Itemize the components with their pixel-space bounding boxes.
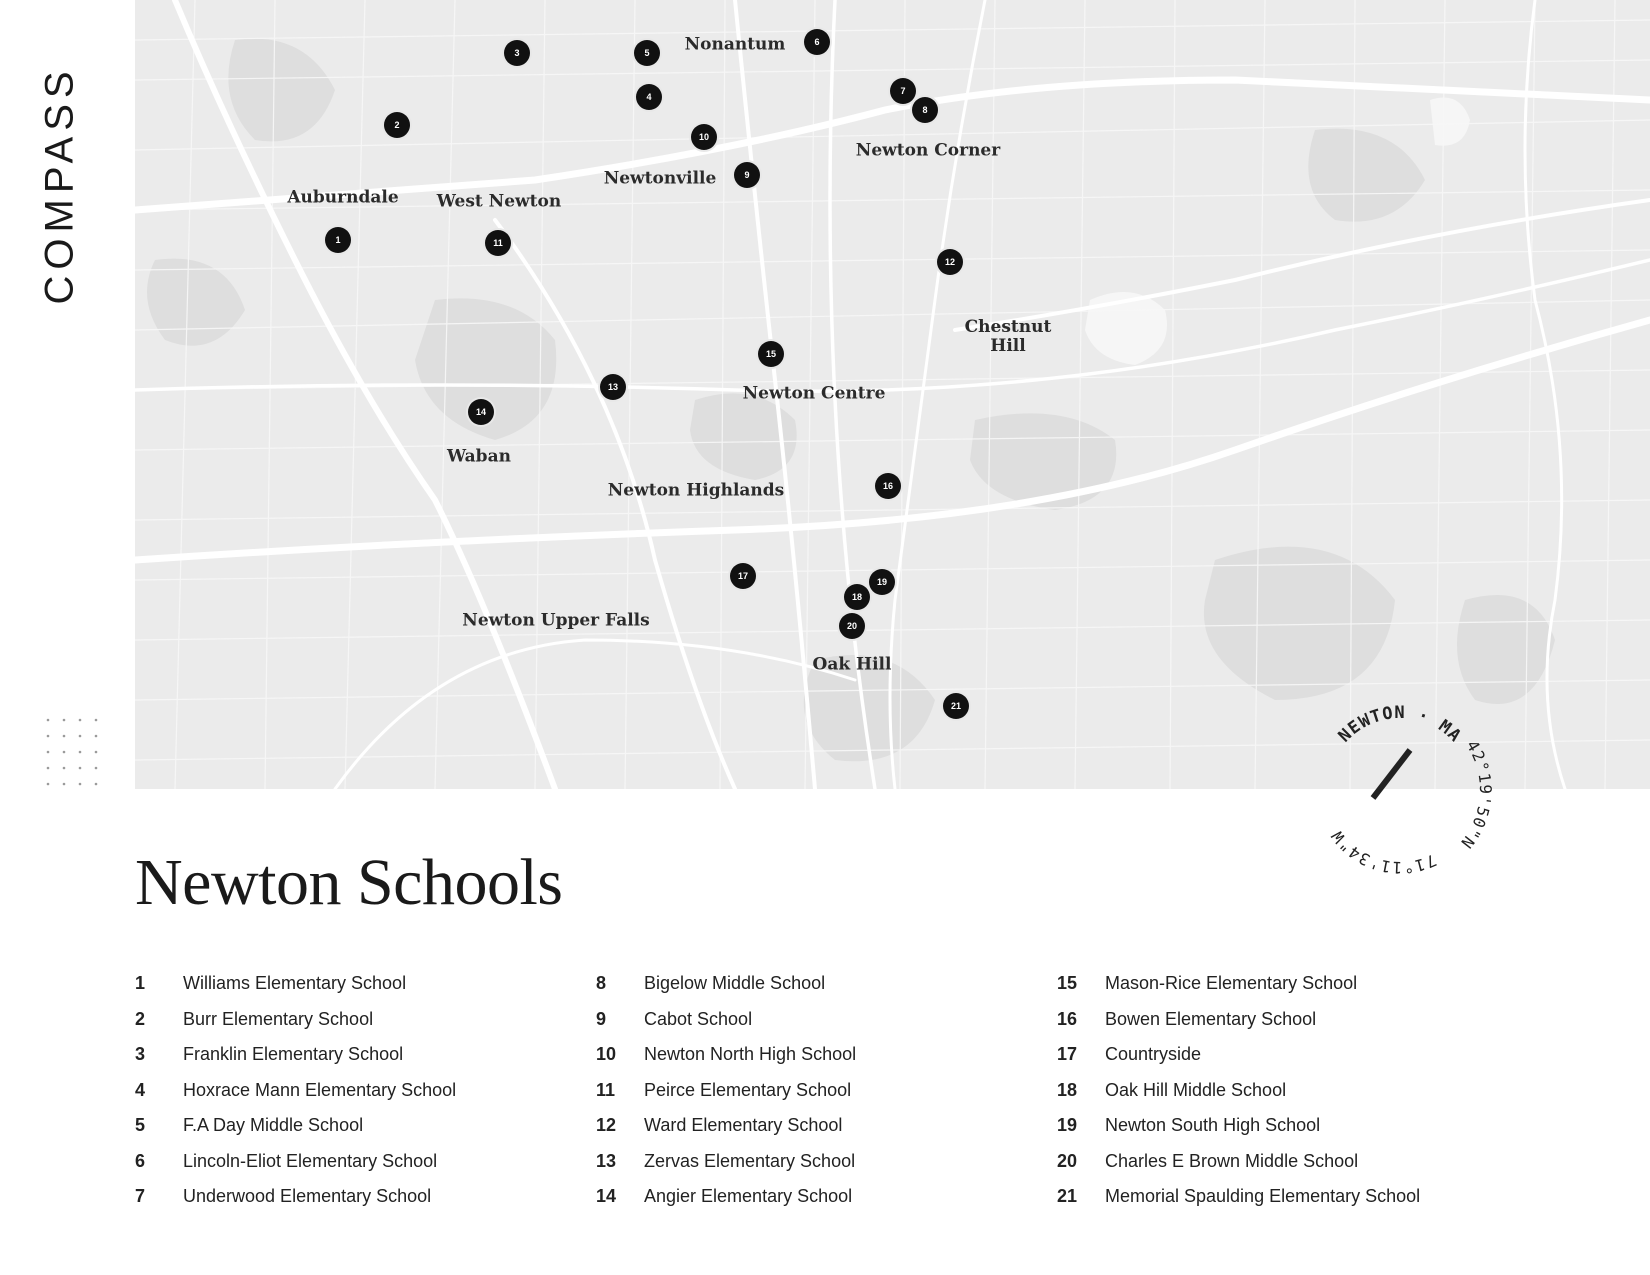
seal-longitude: 71°11'34"W [1327,826,1440,878]
school-pin-11[interactable]: 11 [485,230,511,256]
legend-column-2 [596,966,856,1215]
school-pin-9[interactable]: 9 [734,162,760,188]
school-pin-3[interactable]: 3 [504,40,530,66]
legend-number: 20 [1057,1150,1078,1171]
legend-number: 21 [1057,1186,1078,1207]
legend-school-name: Oak Hill Middle School [1105,1079,1287,1100]
legend-item [135,1108,456,1144]
place-label-newton-corner: Newton Corner [855,140,1001,161]
school-pin-7[interactable]: 7 [890,78,916,104]
legend-school-name: Charles E Brown Middle School [1105,1150,1359,1171]
legend-school-name: Burr Elementary School [183,1008,374,1029]
legend-school-name: Williams Elementary School [183,973,407,994]
school-pin-21[interactable]: 21 [943,693,969,719]
legend-school-name: Newton South High School [1105,1115,1321,1136]
legend-item [135,1073,456,1109]
legend-item [596,1002,856,1038]
legend-number: 8 [596,973,607,994]
legend-number: 5 [135,1115,146,1136]
place-label-newtonville: Newtonville [603,168,717,189]
school-pin-20[interactable]: 20 [839,613,865,639]
school-pin-6[interactable]: 6 [804,29,830,55]
svg-text:71°11'34"W [1321,823,1442,889]
legend-item [1057,1108,1420,1144]
legend-number: 9 [596,1008,607,1029]
legend-item [1057,1073,1420,1109]
school-pin-14[interactable]: 14 [468,399,494,425]
school-pin-16[interactable]: 16 [875,473,901,499]
school-pin-12[interactable]: 12 [937,249,963,275]
legend-school-name: Peirce Elementary School [644,1079,852,1100]
legend-school-name: Newton North High School [644,1044,857,1065]
legend-number: 12 [596,1115,617,1136]
legend-number: 7 [135,1186,146,1207]
seal-top-text: NEWTON · MA [1334,703,1466,747]
legend-school-name: Franklin Elementary School [183,1044,404,1065]
legend-column-1 [135,966,456,1215]
legend-school-name: F.A Day Middle School [183,1115,364,1136]
school-pin-18[interactable]: 18 [844,584,870,610]
legend-item [596,1179,856,1215]
legend-item [1057,1037,1420,1073]
legend-school-name: Angier Elementary School [644,1186,853,1207]
legend-number: 2 [135,1008,146,1029]
place-label-newton-upper-falls: Newton Upper Falls [462,610,650,631]
school-pin-1[interactable]: 1 [325,227,351,253]
school-pin-13[interactable]: 13 [600,374,626,400]
legend-school-name: Bigelow Middle School [644,973,826,994]
map-area[interactable] [135,0,1650,789]
legend-school-name: Ward Elementary School [644,1115,843,1136]
legend-item [135,966,456,1002]
legend-number: 18 [1057,1079,1078,1100]
legend-item [596,1108,856,1144]
seal-latitude: 42°19'50"N [1456,736,1496,853]
legend-number: 13 [596,1150,617,1171]
place-label-oak-hill: Oak Hill [812,654,892,675]
school-pin-10[interactable]: 10 [691,124,717,150]
legend-item [135,1144,456,1180]
legend-item [1057,966,1420,1002]
legend-item [596,1144,856,1180]
legend-item [1057,1179,1420,1215]
legend-item [596,1073,856,1109]
legend-item [1057,1144,1420,1180]
legend-school-name: Zervas Elementary School [644,1150,856,1171]
brand-sidebar [0,0,135,790]
legend-school-name: Mason-Rice Elementary School [1105,973,1358,994]
legend-number: 1 [135,973,146,994]
dot-grid-decoration [46,718,106,790]
logo-text: COMPASS [37,65,82,305]
place-label-chestnut-hill: Chestnut Hill [964,317,1052,356]
legend-number: 11 [596,1079,616,1100]
place-label-auburndale: Auburndale [287,187,399,208]
legend-item [135,1037,456,1073]
school-pin-17[interactable]: 17 [730,563,756,589]
legend-column-3 [1057,966,1420,1215]
legend-number: 4 [135,1079,146,1100]
school-pin-2[interactable]: 2 [384,112,410,138]
place-label-west-newton: West Newton [436,191,562,212]
school-pin-8[interactable]: 8 [912,97,938,123]
legend-school-name: Memorial Spaulding Elementary School [1105,1186,1421,1207]
legend-school-name: Underwood Elementary School [183,1186,432,1207]
legend-number: 16 [1057,1008,1078,1029]
legend-number: 17 [1057,1044,1078,1065]
legend-number: 3 [135,1044,146,1065]
legend-school-name: Lincoln-Eliot Elementary School [183,1150,438,1171]
school-pin-5[interactable]: 5 [634,40,660,66]
legend-item [135,1179,456,1215]
map-basemap [135,0,1650,789]
legend-item [596,1037,856,1073]
legend-number: 10 [596,1044,617,1065]
place-label-newton-highlands: Newton Highlands [607,480,785,501]
legend-school-name: Bowen Elementary School [1105,1008,1317,1029]
school-pin-4[interactable]: 4 [636,84,662,110]
legend-item [135,1002,456,1038]
legend-item [596,966,856,1002]
place-label-nonantum: Nonantum [684,34,786,55]
legend-item [1057,1002,1420,1038]
page-title: Newton Schools [135,846,563,919]
coordinates-seal [1300,690,1500,890]
legend-school-name: Hoxrace Mann Elementary School [183,1079,457,1100]
school-pin-15[interactable]: 15 [758,341,784,367]
school-pin-19[interactable]: 19 [869,569,895,595]
place-label-newton-centre: Newton Centre [742,383,886,404]
place-label-waban: Waban [447,446,511,467]
legend-number: 14 [596,1186,617,1207]
legend-number: 15 [1057,973,1078,994]
legend-number: 6 [135,1150,146,1171]
legend-number: 19 [1057,1115,1078,1136]
legend-school-name: Countryside [1105,1044,1202,1065]
legend-school-name: Cabot School [644,1008,753,1029]
